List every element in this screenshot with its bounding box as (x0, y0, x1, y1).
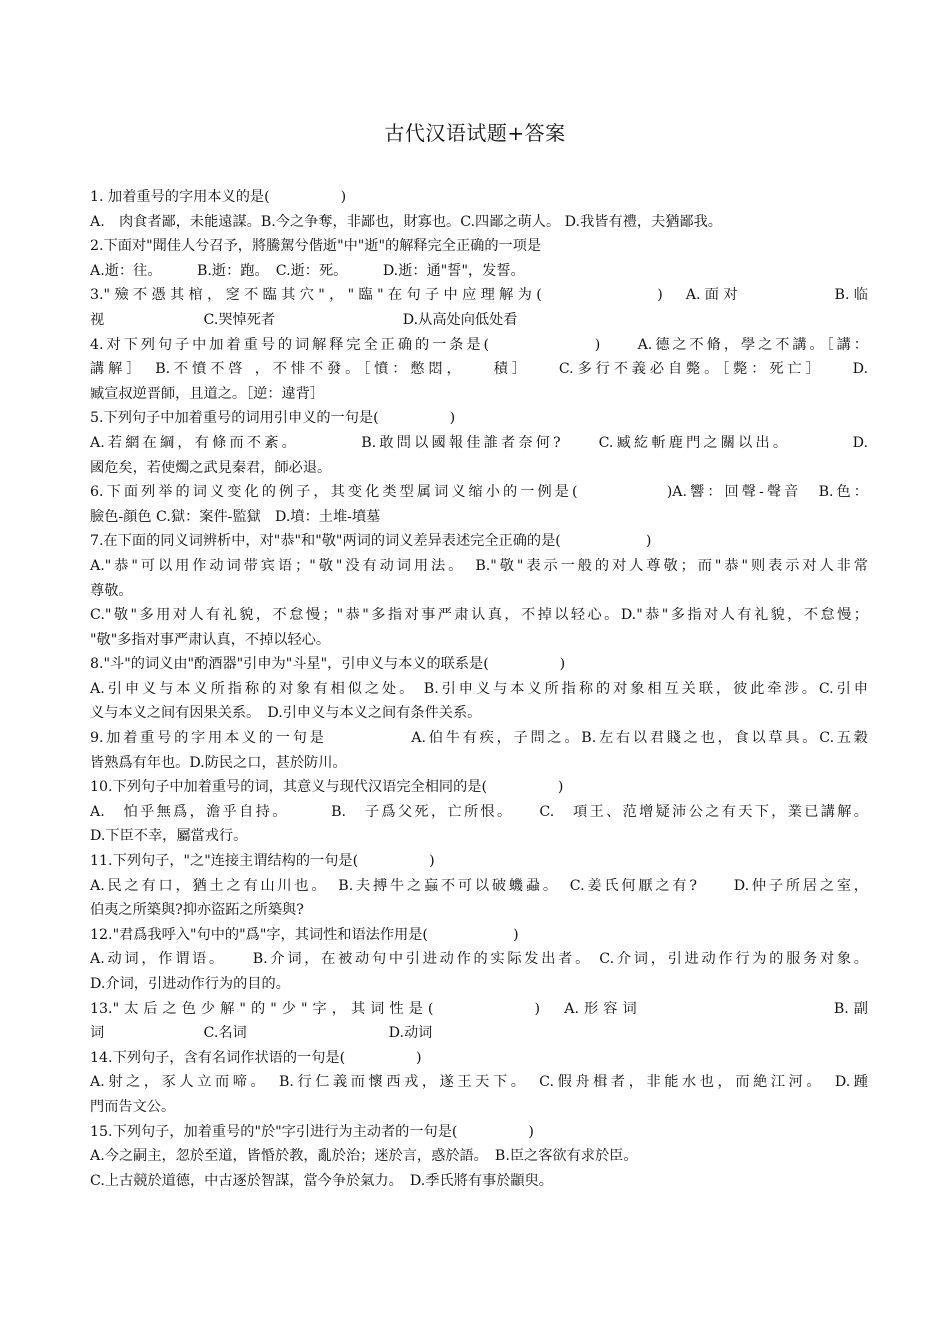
text-line: 伯夷之所築與?抑亦盜跖之所築與? (90, 902, 304, 919)
text-line: 臧宣叔逆晋師，且道之。［逆：違背］ (90, 385, 325, 402)
text-line: 6.下面列举的词义变化的例子，其变化类型属词义缩小的一例是( )A.響：回聲-聲音 B.色： (90, 484, 868, 501)
question-body (90, 185, 868, 1193)
text-line: C."敬"多用对人有礼貌，不怠慢；"恭"多指对事严肃认真，不掉以轻心。D."恭"多指对人有礼貌，不怠慢； (90, 607, 868, 624)
text-line: A.民之有口，猶土之有山川也。 B.夫搏牛之蝱不可以破蟣蝨。 C.姜氏何厭之有? D.仲子所居之室， (90, 877, 868, 894)
text-line: A.今之嗣主，忽於至道，皆惛於教，亂於治；迷於言，惑於語。 B.臣之客欲有求於臣。 (90, 1148, 638, 1165)
text-line: 尊敬。 (90, 582, 133, 599)
text-line: 12."君爲我呼入"句中的"爲"字，其词性和语法作用是( ) (90, 926, 519, 943)
text-line: 视 C.哭悼死者 D.从高处向低处看 (90, 311, 518, 328)
text-line: A. 怕乎無爲，澹乎自持。 B. 子爲父死，亡所恨。 C. 項王、范增疑沛公之有天下，業已講解。 (90, 803, 868, 820)
text-line: 臉色-顔色 C.獄：案件-監獄 D.墳：土堆-墳墓 (90, 508, 381, 525)
text-line: 8."斗"的词义由"酌酒器"引申为"斗星"，引申义与本义的联系是( ) (90, 656, 566, 673)
text-line: 9.加着重号的字用本义的一句是 A.伯牛有疾，子問之。B.左右以君賤之也，食以草具。C.五穀 (90, 730, 868, 747)
text-line: 門而告文公。 (90, 1098, 176, 1115)
text-line: 11.下列句子，"之"连接主谓结构的一句是( ) (90, 853, 435, 870)
text-line: 义与本义之间有因果关系。 D.引申义与本义之间有条件关系。 (90, 705, 482, 722)
document-title: 古代汉语试题+答案 (384, 121, 566, 145)
text-line: A.引申义与本义所指称的对象有相似之处。 B.引申义与本义所指称的对象相互关联，彼此牵涉。C.引申 (90, 680, 868, 697)
text-line: A.射之，豕人立而啼。 B.行仁義而懷西戎，遂王天下。 C.假舟楫者，非能水也，而絶江河。 D.踵 (90, 1074, 868, 1091)
text-line: 1. 加着重号的字用本义的是( ) (90, 189, 347, 205)
text-line: A.逝：往。 B.逝：跑。 C.逝：死。 D.逝：通"誓"，发誓。 (90, 262, 525, 279)
text-line: 词 C.名词 D.动词 (90, 1025, 433, 1042)
text-line: 3."殮不憑其棺，窆不臨其穴"，"臨"在句子中应理解为( ) A.面对 B.临 (90, 287, 868, 304)
text-line: 15.下列句子，加着重号的"於"字引进行为主动者的一句是( ) (90, 1123, 534, 1140)
text-line: 講解］ B.不憤不啓 ，不悱不發。［憤：憋悶， 積］ C.多行不義必自斃。［斃：死亡］ D. (90, 361, 868, 378)
text-line: A."恭"可以用作动词带宾语；"敬"没有动词用法。 B."敬"表示一般的对人尊敬；而"恭"则表示对人非常 (90, 557, 868, 574)
text-line: 國危矣，若使燭之武見秦君，師必退。 (90, 459, 332, 476)
text-line: 7.在下面的同义词辨析中，对"恭"和"敬"两词的词义差异表述完全正确的是( ) (90, 533, 652, 550)
text-line: D.介词，引进动作行为的目的。 (90, 976, 290, 992)
text-line: A. 肉食者鄙，未能遠謀。B.今之争奪，非鄙也，財寡也。C.四鄙之萌人。 D.我皆有禮，夫猶鄙我。 (90, 213, 722, 230)
text-line: C.上古競於道德，中古逐於智謀，當今争於氣力。 D.季氏將有事於顓臾。 (90, 1172, 553, 1189)
text-line: 13."太后之色少解"的"少"字，其词性是( ) A.形容词 B.副 (90, 1000, 868, 1017)
text-line: 5.下列句子中加着重号的词用引申义的一句是( ) (90, 410, 456, 427)
text-line: 14.下列句子，含有名词作状语的一句是( ) (90, 1049, 422, 1066)
text-line: 皆熟爲有年也。D.防民之口，甚於防川。 (90, 754, 347, 771)
text-line: 10.下列句子中加着重号的词，其意义与现代汉语完全相同的是( ) (90, 779, 564, 796)
text-line: A.动词，作谓语。 B.介词，在被动句中引进动作的实际发出者。 C.介词，引进动作行为的服务对象。 (90, 951, 868, 968)
text-line: D.下臣不幸，屬當戎行。 (90, 828, 248, 845)
text-line: 2.下面对"聞佳人兮召予，將騰駕兮偕逝"中"逝"的解释完全正确的一项是 (90, 238, 542, 255)
text-line: A.若網在綱，有條而不紊。 B.敢問以國報佳誰者奈何? C.臧紇斬鹿門之關以出。 D. (90, 434, 868, 451)
text-line: 4.对下列句子中加着重号的词解释完全正确的一条是( ) A.德之不脩，學之不講。［講： (90, 336, 868, 353)
text-line: "敬"多指对事严肃认真，不掉以轻心。 (90, 631, 331, 648)
